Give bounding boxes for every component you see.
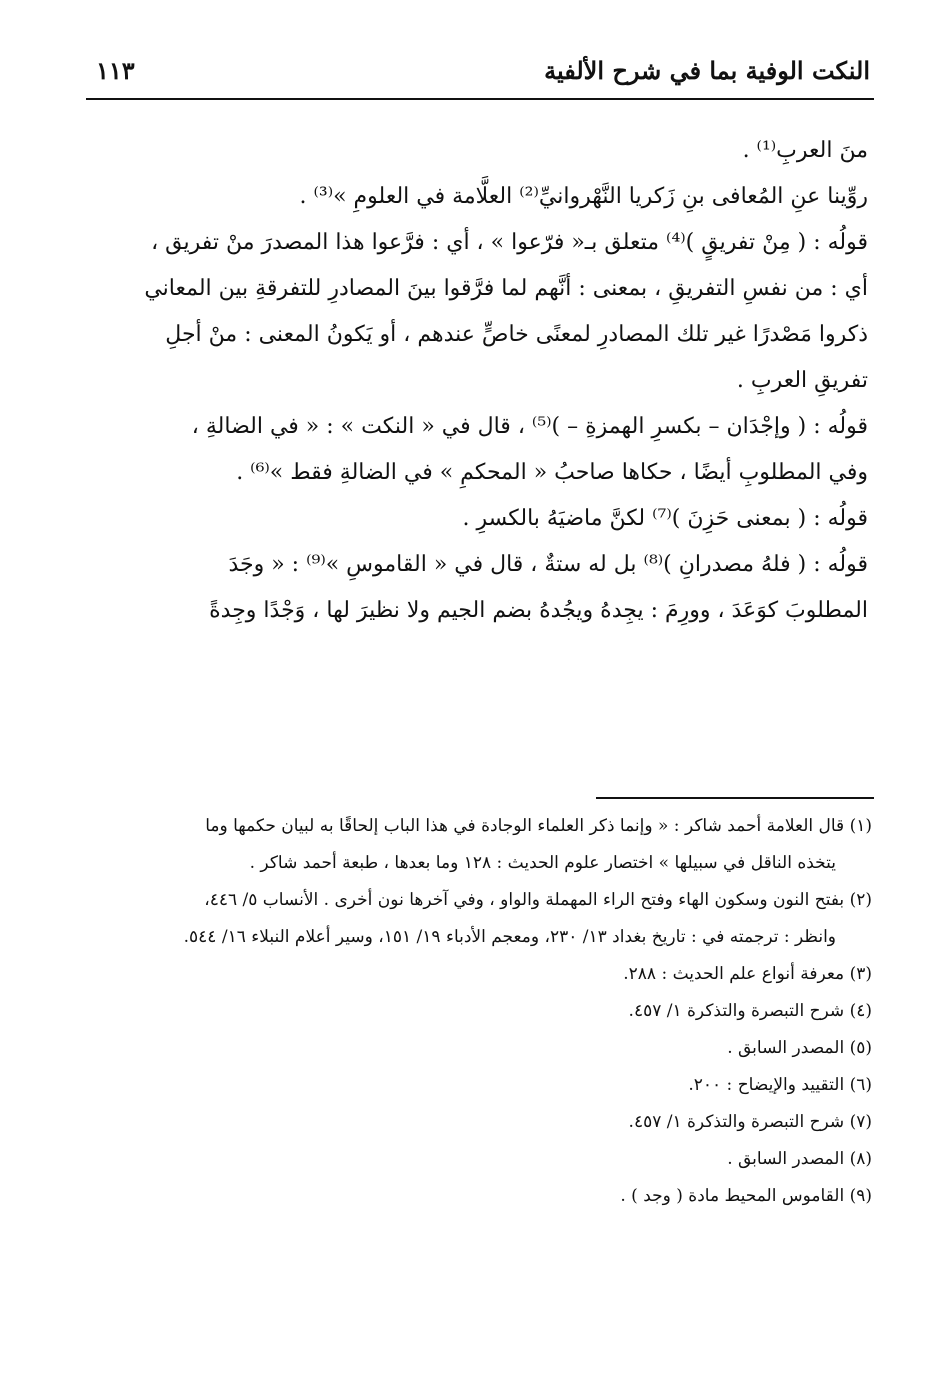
footnote-text: القاموس المحيط مادة ( وجد ) .	[620, 1186, 845, 1206]
running-title: النكت الوفية بما في شرح الألفية	[544, 56, 870, 85]
footnote-number: (٤)	[849, 1001, 872, 1021]
footnote-line	[92, 882, 872, 919]
footnote-number: (٩)	[849, 1186, 872, 1206]
footnote-line	[92, 845, 872, 882]
footnote-text: المصدر السابق .	[727, 1149, 845, 1169]
text-line: قولُه : ( فلهُ مصدرانِ )⁽⁸⁾ بل له ستةٌ ، قال في « القاموسِ »⁽⁹⁾ : « وجَدَ	[228, 552, 868, 577]
footnote-number: (٣)	[849, 964, 872, 984]
footnote-line	[92, 1104, 872, 1141]
text-line: أي : من نفسِ التفريقِ ، بمعنى : أنَّهم لما فرَّقوا بينَ المصادرِ للتفرقةِ بين المعاني	[144, 276, 868, 301]
footnote-line	[92, 1178, 872, 1215]
footnote-divider	[596, 797, 874, 799]
footnote-line	[92, 993, 872, 1030]
footnote-number: (١)	[849, 816, 872, 836]
text-line: تفريقِ العربِ .	[736, 368, 868, 393]
text-line: منَ العربِ⁽¹⁾ .	[742, 138, 868, 163]
text-line: قولُه : ( بمعنى حَزِنَ )⁽⁷⁾ لكنَّ ماضيَهُ بالكسرِ .	[462, 506, 868, 531]
footnotes	[92, 808, 872, 1215]
footnote-text: بفتح النون وسكون الهاء وفتح الراء المهملة والواو ، وفي آخرها نون أخرى . الأنساب ٥/ ٤٤٦،	[204, 890, 845, 910]
footnote-number: (٢)	[849, 890, 872, 910]
footnote-text: وانظر : ترجمته في : تاريخ بغداد ١٣/ ٢٣٠، ومعجم الأدباء ١٩/ ١٥١، وسير أعلام النبلاء ١٦/ ٥٤٤.	[183, 927, 836, 947]
footnote-text: شرح التبصرة والتذكرة ١/ ٤٥٧.	[628, 1001, 845, 1021]
text-line: قولُه : ( مِنْ تفريقٍ )⁽⁴⁾ متعلق بـ« فرّعوا » ، أي : فرَّعوا هذا المصدرَ منْ تفريق ،	[151, 230, 868, 255]
footnote-text: معرفة أنواع علم الحديث : ٢٨٨.	[623, 964, 845, 984]
text-line: وفي المطلوبِ أيضًا ، حكاها صاحبُ « المحكمِ » في الضالةِ فقط »⁽⁶⁾ .	[236, 460, 868, 485]
footnote-number: (٦)	[849, 1075, 872, 1095]
text-line: المطلوبَ كوَعَدَ ، وورِمَ : يجِدهُ ويجُدهُ بضم الجيم ولا نظيرَ لها ، وَجْدًا وجِدةً	[209, 598, 868, 623]
page-number: ١١٣	[96, 56, 135, 85]
footnote-line	[92, 1141, 872, 1178]
footnote-line	[92, 956, 872, 993]
footnote-text: التقييد والإيضاح : ٢٠٠.	[688, 1075, 845, 1095]
text-line: قولُه : ( وإجْدَان – بكسرِ الهمزةِ – )⁽⁵⁾ ، قال في « النكت » : « في الضالةِ ،	[191, 414, 868, 439]
footnote-text: المصدر السابق .	[727, 1038, 845, 1058]
main-text	[96, 128, 868, 634]
footnote-text: يتخذه الناقل في سبيلها » اختصار علوم الحديث : ١٢٨ وما بعدها ، طبعة أحمد شاكر .	[249, 853, 836, 873]
text-line: ذكروا مَصْدرًا غير تلك المصادرِ لمعنًى خاصٍّ عندهم ، أو يَكونُ المعنى : منْ أجلِ	[165, 322, 868, 347]
footnote-line	[92, 919, 872, 956]
footnote-text: شرح التبصرة والتذكرة ١/ ٤٥٧.	[628, 1112, 845, 1132]
text-line: روِّينا عنِ المُعافى بنِ زَكريا النَّهْروانيِّ⁽²⁾ العلَّامة في العلومِ »⁽³⁾ .	[299, 184, 868, 209]
footnote-number: (٧)	[849, 1112, 872, 1132]
footnote-number: (٨)	[849, 1149, 872, 1169]
footnote-line	[92, 1067, 872, 1104]
footnote-line	[92, 1030, 872, 1067]
page-header	[86, 52, 874, 100]
footnote-text: قال العلامة أحمد شاكر : « وإنما ذكر العلماء الوجادة في هذا الباب إلحاقًا به لبيان حكمها وما	[205, 816, 845, 836]
footnote-line	[92, 808, 872, 845]
footnote-number: (٥)	[849, 1038, 872, 1058]
